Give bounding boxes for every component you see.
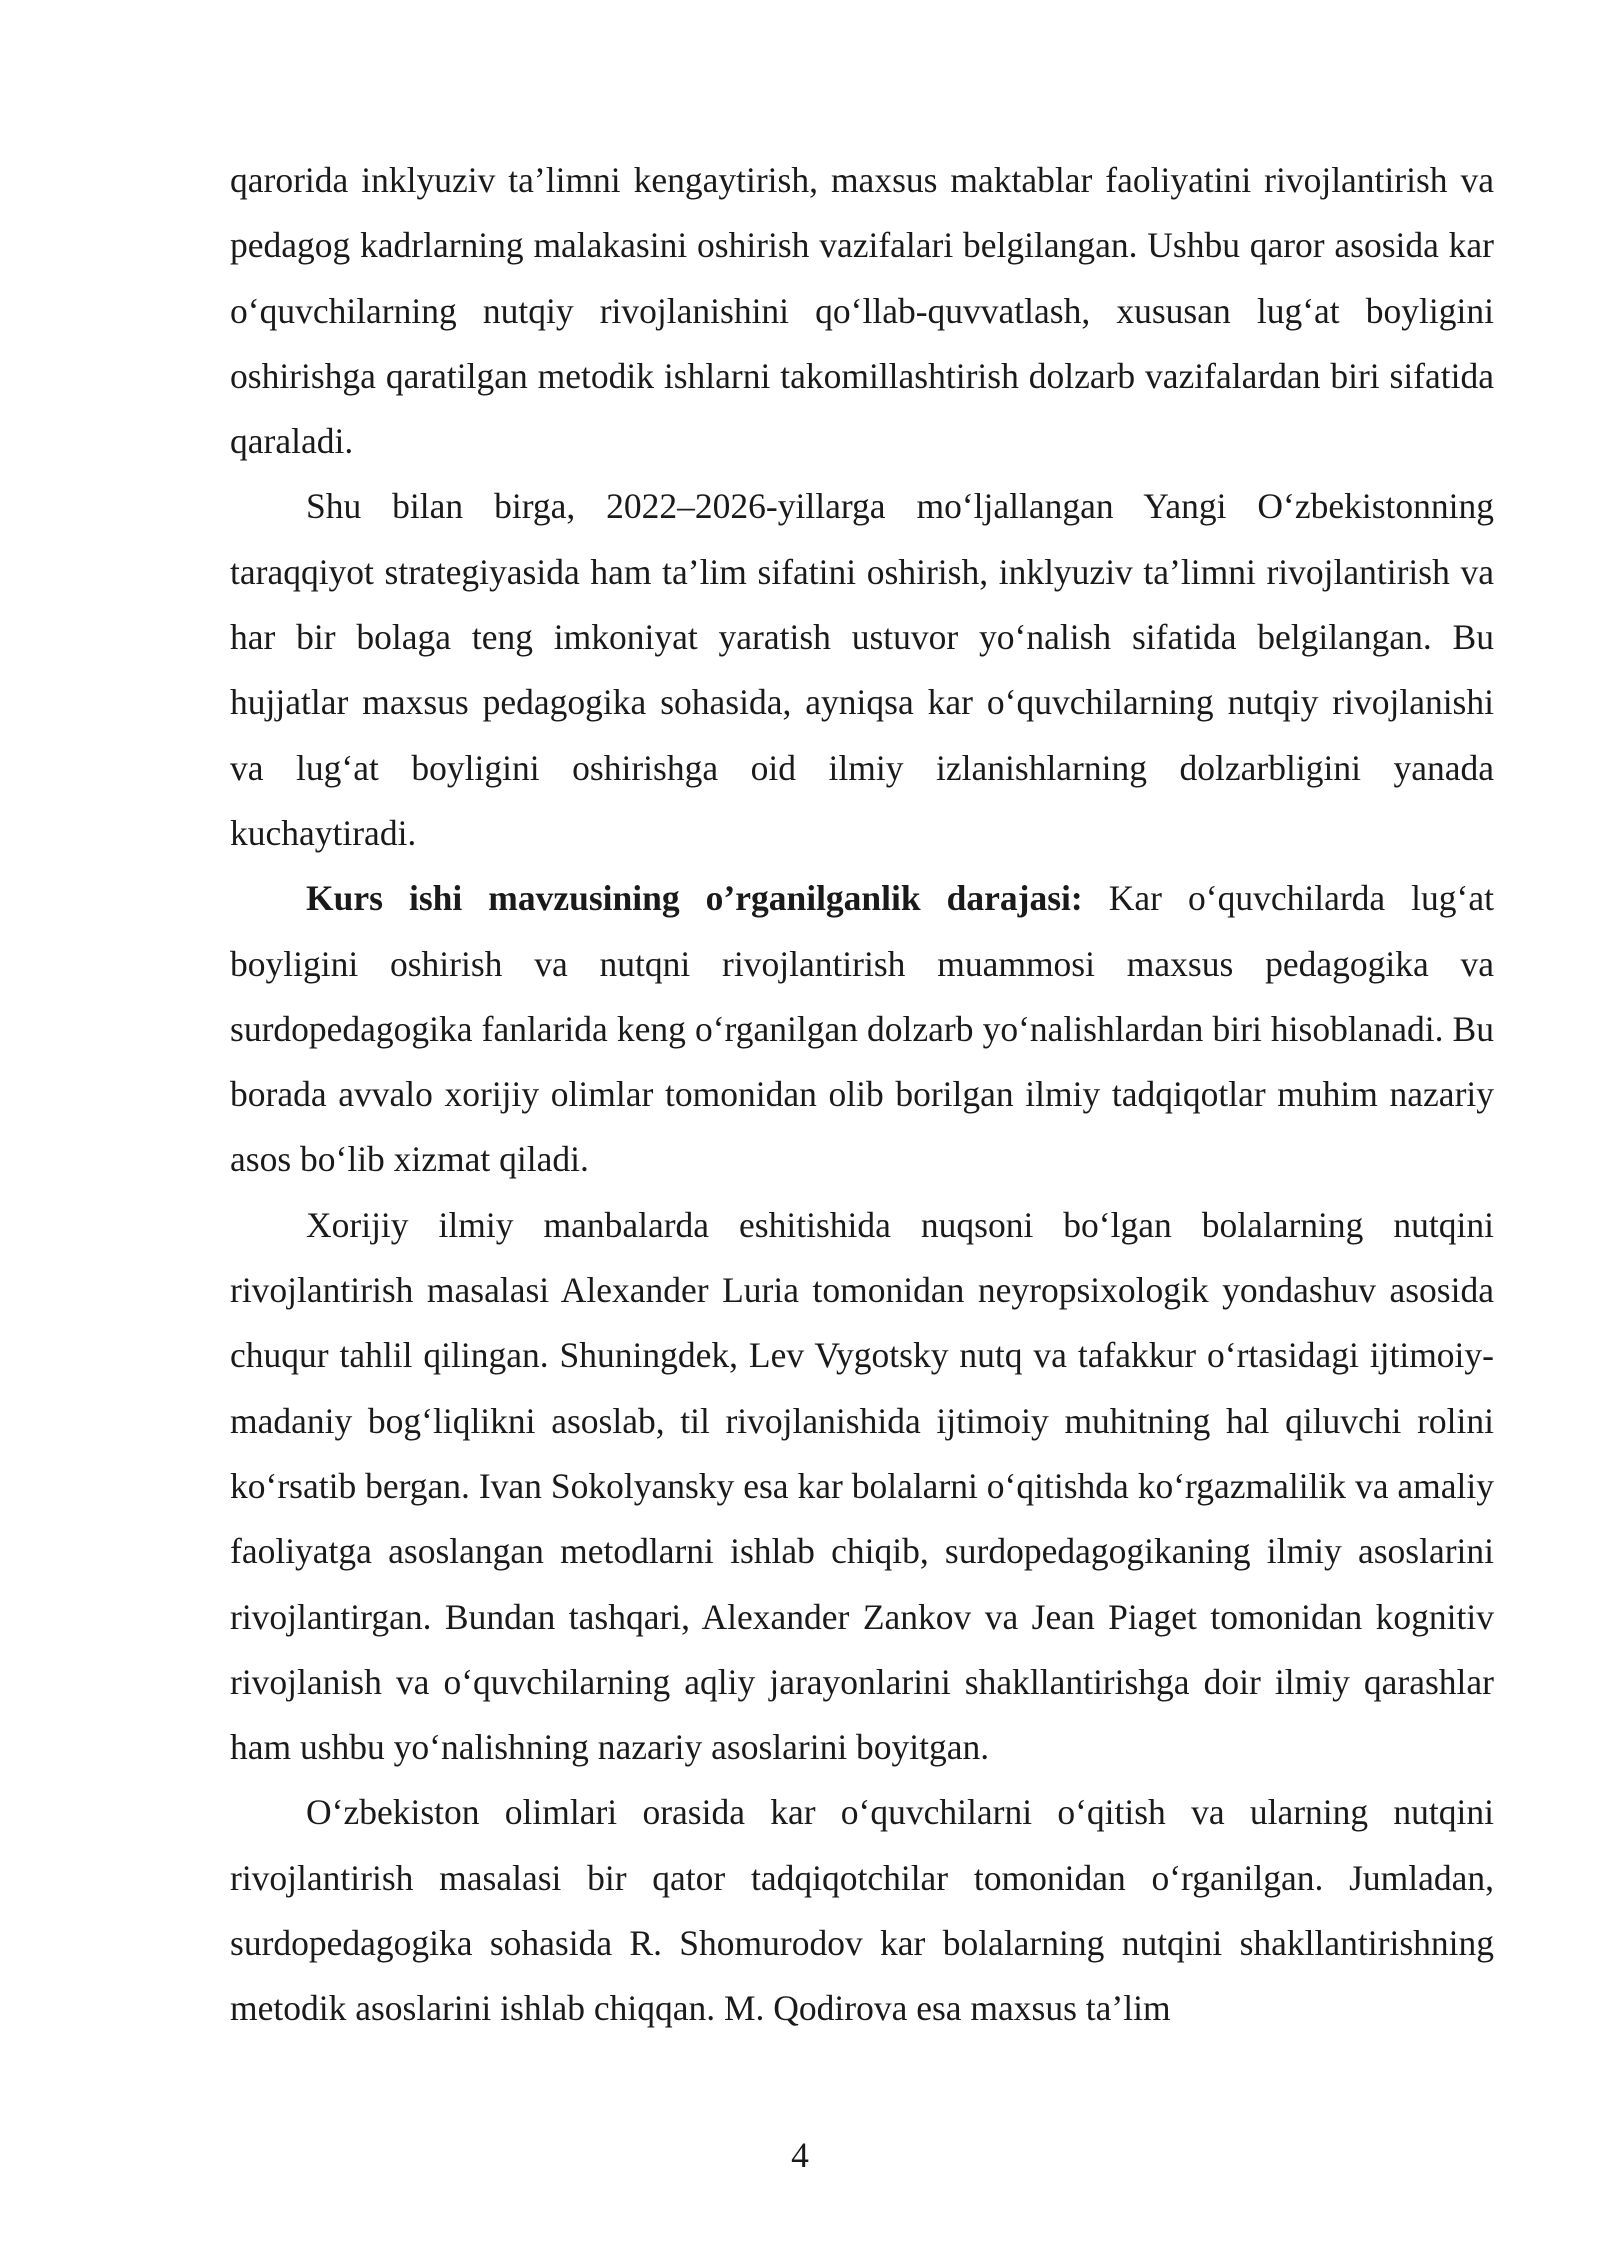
paragraph-text: Xorijiy ilmiy manbalarda eshitishida nuqsoni bo‘lgan bolalarning nutqini rivojlantirish masalasi Alexander Luria tomonidan neyropsixologik yondashuv asosida chuqur tahlil qilingan. Shuningdek, Lev Vygotsky nutq va tafakkur o‘rtasidagi ijtimoiy-madaniy bog‘liqlikni asoslab, til rivojlanishida ijtimoiy muhitning hal qiluvchi rolini ko‘rsatib bergan. Ivan Sokolyansky esa kar bolalarni o‘qitishda ko‘rgazmalilik va amaliy faoliyatga asoslangan metodlarni ishlab chiqib, surdopedagogikaning ilmiy asoslarini rivojlantirgan. Bundan tashqari, Alexander Zankov va Jean Piaget tomonidan kognitiv rivojlanish va o‘quvchilarning aqliy jarayonlarini shakllantirishga doir ilmiy qarashlar ham ushbu yo‘nalishning nazariy asoslarini boyitgan. [230, 1204, 1494, 1768]
page-number: 4 [791, 2135, 809, 2175]
paragraph-heading: Kurs ishi mavzusining o’rganilganlik darajasi: [306, 878, 1083, 919]
paragraph-study-level [230, 866, 1494, 1192]
paragraph-text: Kar o‘quvchilarda lug‘at boyligini oshirish va nutqni rivojlantirish muammosi maxsus pedagogika va surdopedagogika fanlarida keng o‘rganilgan dolzarb yo‘nalishlardan biri hisoblanadi. Bu borada avvalo xorijiy olimlar tomonidan olib borilgan ilmiy tadqiqotlar muhim nazariy asos bo‘lib xizmat qiladi. [230, 878, 1494, 1180]
paragraph-continuation [230, 148, 1494, 474]
body-text [230, 148, 1494, 2042]
paragraph-foreign-sources [230, 1193, 1494, 1781]
paragraph-uzbek-scholars [230, 1780, 1494, 2041]
paragraph-strategy [230, 474, 1494, 866]
paragraph-text: qarorida inklyuziv ta’limni kengaytirish, maxsus maktablar faoliyatini rivojlantirish va pedagog kadrlarning malakasini oshirish vazifalari belgilangan. Ushbu qaror asosida kar o‘quvchilarning nutqiy rivojlanishini qo‘llab-quvvatlash, xususan lug‘at boyligini oshirishga qaratilgan metodik ishlarni takomillashtirish dolzarb vazifalardan biri sifatida qaraladi. [230, 160, 1494, 462]
paragraph-text: Shu bilan birga, 2022–2026-yillarga mo‘ljallangan Yangi O‘zbekistonning taraqqiyot strategiyasida ham ta’lim sifatini oshirish, inklyuziv ta’limni rivojlantirish va har bir bolaga teng imkoniyat yaratish ustuvor yo‘nalish sifatida belgilangan. Bu hujjatlar maxsus pedagogika sohasida, ayniqsa kar o‘quvchilarning nutqiy rivojlanishi va lug‘at boyligini oshirishga oid ilmiy izlanishlarning dolzarbligini yanada kuchaytiradi. [230, 486, 1494, 853]
paragraph-text: O‘zbekiston olimlari orasida kar o‘quvchilarni o‘qitish va ularning nutqini rivojlantirish masalasi bir qator tadqiqotchilar tomonidan o‘rganilgan. Jumladan, surdopedagogika sohasida R. Shomurodov kar bolalarning nutqini shakllantirishning metodik asoslarini ishlab chiqqan. M. Qodirova esa maxsus ta’lim [230, 1792, 1494, 2029]
